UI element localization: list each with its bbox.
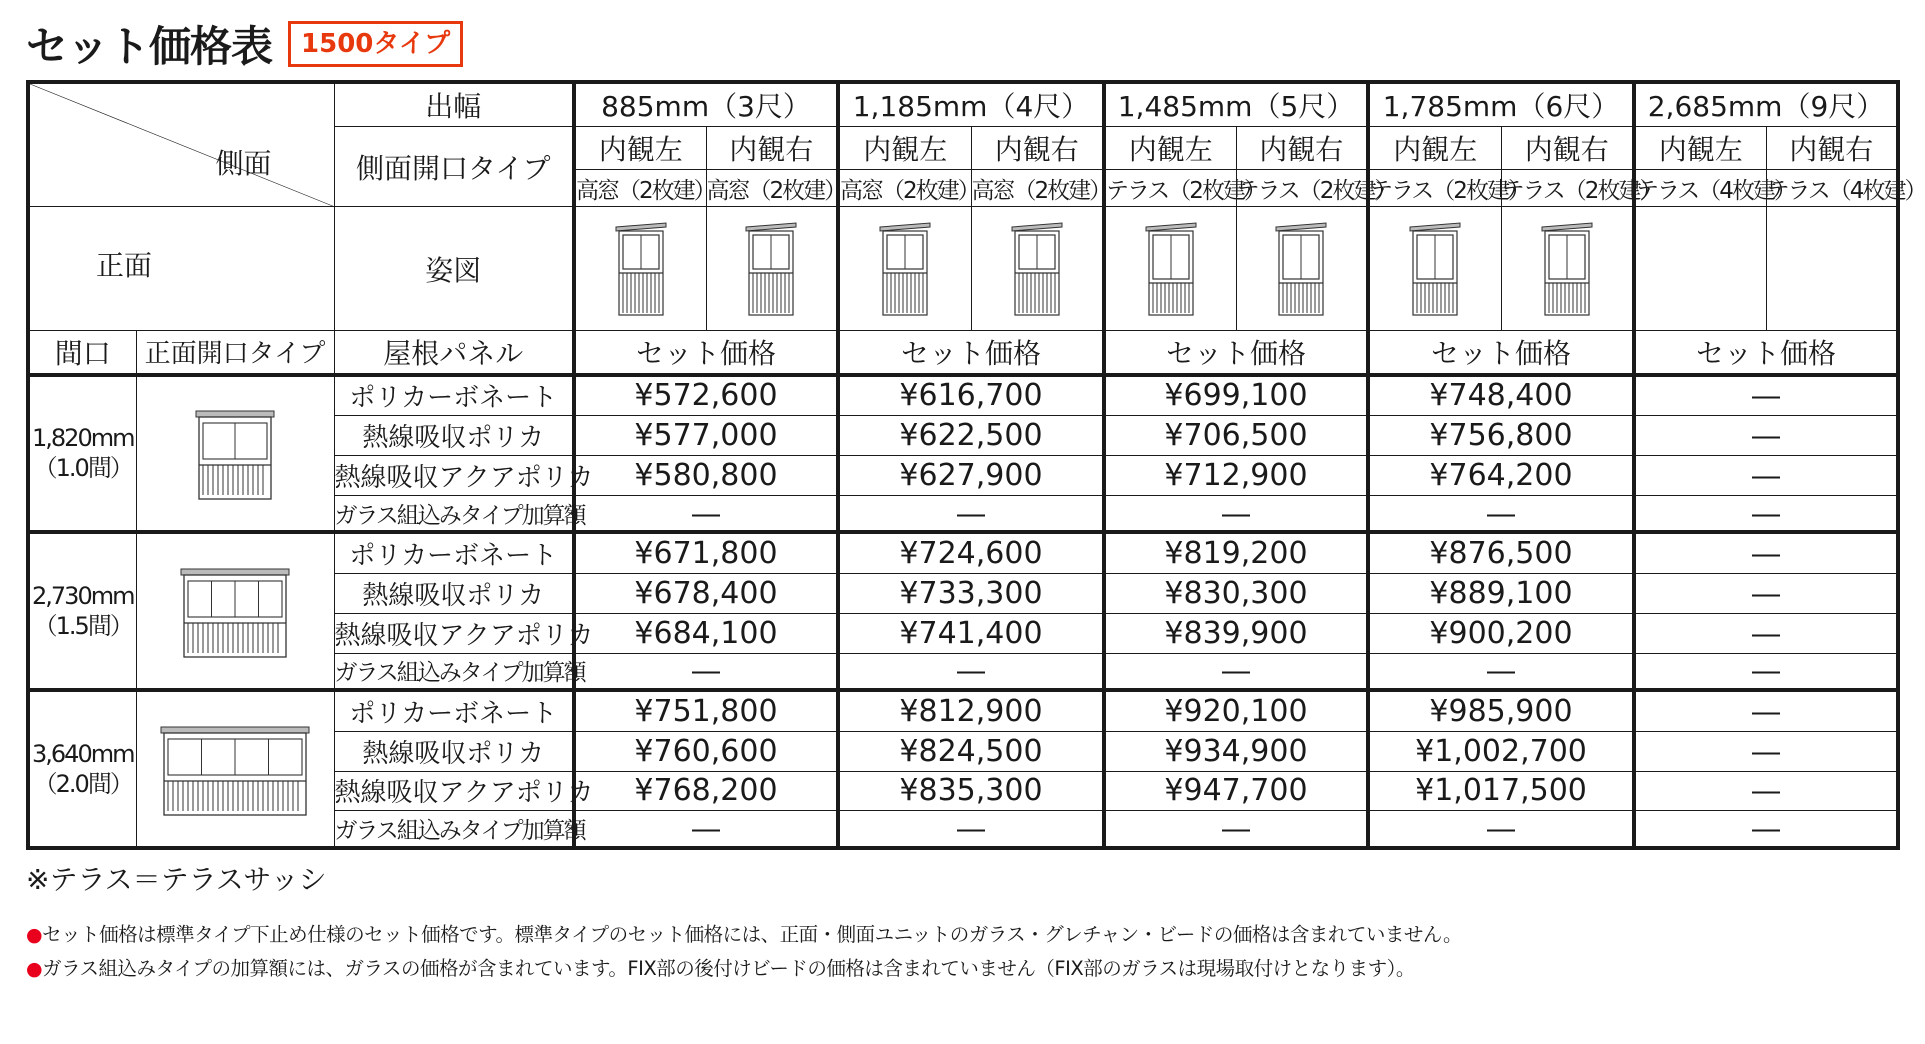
price-cell: ¥764,200 xyxy=(1368,456,1634,496)
price-cell: ― xyxy=(1634,811,1898,848)
front-unit-figure-icon xyxy=(195,405,275,501)
side-type-right-cell: 高窓（2枚建） xyxy=(971,169,1104,207)
price-cell: ― xyxy=(838,495,1104,532)
price-table xyxy=(26,80,1925,850)
corner-diagonal xyxy=(30,84,334,206)
price-cell: ― xyxy=(1634,653,1898,690)
price-cell: ¥1,017,500 xyxy=(1368,771,1634,811)
roof-panel-cell: ポリカーボネート xyxy=(334,375,574,416)
page-title: セット価格表 xyxy=(26,22,273,71)
price-cell: ¥889,100 xyxy=(1368,574,1634,614)
side-type-right-cell: テラス（2枚建） xyxy=(1236,169,1368,207)
price-cell: ¥985,900 xyxy=(1368,690,1634,731)
price-cell: ― xyxy=(1634,375,1898,416)
frontage-header: 間口 xyxy=(28,330,136,374)
price-cell: ¥706,500 xyxy=(1104,416,1368,456)
roof-panel-cell: ガラス組込みタイプ加算額 xyxy=(334,811,574,848)
front-figure-cell xyxy=(136,690,334,848)
side-type-left-cell: 高窓（2枚建） xyxy=(838,169,971,207)
depth-cell: 2,685mm（9尺） xyxy=(1634,82,1898,126)
price-cell: ― xyxy=(1634,613,1898,653)
figure-left-cell xyxy=(1634,207,1766,330)
price-cell: ¥616,700 xyxy=(838,375,1104,416)
price-cell: ― xyxy=(1634,731,1898,771)
side-unit-figure-icon xyxy=(1009,221,1065,317)
roof-panel-cell: ポリカーボネート xyxy=(334,690,574,731)
figure-left-cell xyxy=(838,207,971,330)
price-cell: ¥627,900 xyxy=(838,456,1104,496)
price-cell: ¥760,600 xyxy=(574,731,838,771)
price-cell: ¥839,900 xyxy=(1104,613,1368,653)
note-2-text: ガラス組込みタイプの加算額には、ガラスの価格が含まれています。FIX部の後付けビードの価格は含まれていません（FIX部のガラスは現場取付けとなります）。 xyxy=(42,957,1415,980)
roof-panel-header: 屋根パネル xyxy=(334,330,574,374)
view-right-cell: 内観右 xyxy=(706,126,838,169)
set-price-header: セット価格 xyxy=(1104,330,1368,374)
price-cell: ¥572,600 xyxy=(574,375,838,416)
note-2 xyxy=(26,952,1886,986)
price-cell: ¥622,500 xyxy=(838,416,1104,456)
price-cell: ― xyxy=(1634,456,1898,496)
side-label: 側面 xyxy=(215,147,272,180)
bullet: ● xyxy=(26,958,43,980)
figure-right-cell xyxy=(706,207,838,330)
view-left-cell: 内観左 xyxy=(838,126,971,169)
roof-panel-cell: ポリカーボネート xyxy=(334,532,574,573)
figure-header: 姿図 xyxy=(334,207,574,330)
roof-panel-cell: 熱線吸収ポリカ xyxy=(334,416,574,456)
price-cell: ¥733,300 xyxy=(838,574,1104,614)
price-cell: ¥724,600 xyxy=(838,532,1104,573)
price-cell: ― xyxy=(1634,532,1898,573)
view-right-cell: 内観右 xyxy=(1236,126,1368,169)
roof-panel-cell: ガラス組込みタイプ加算額 xyxy=(334,495,574,532)
price-cell: ― xyxy=(1104,653,1368,690)
front-unit-figure-icon xyxy=(160,721,310,817)
side-unit-figure-icon xyxy=(1143,221,1199,317)
figure-right-cell xyxy=(1501,207,1634,330)
figure-left-cell xyxy=(1104,207,1236,330)
side-unit-figure-icon xyxy=(1539,221,1595,317)
price-cell: ¥830,300 xyxy=(1104,574,1368,614)
side-unit-figure-icon xyxy=(1407,221,1463,317)
view-left-cell: 内観左 xyxy=(1368,126,1501,169)
price-cell: ¥947,700 xyxy=(1104,771,1368,811)
side-open-type-header: 側面開口タイプ xyxy=(334,126,574,206)
frontage-ken: （2.0間） xyxy=(33,770,132,799)
depth-cell: 1,485mm（5尺） xyxy=(1104,82,1368,126)
depth-cell: 885mm（3尺） xyxy=(574,82,838,126)
price-cell: ¥699,100 xyxy=(1104,375,1368,416)
roof-panel-cell: 熱線吸収ポリカ xyxy=(334,731,574,771)
frontage-cell xyxy=(28,375,136,533)
view-left-cell: 内観左 xyxy=(1634,126,1766,169)
price-cell: ¥684,100 xyxy=(574,613,838,653)
price-cell: ¥580,800 xyxy=(574,456,838,496)
set-price-header: セット価格 xyxy=(1634,330,1898,374)
frontage-ken: （1.5間） xyxy=(33,612,132,641)
side-type-left-cell: テラス（2枚建） xyxy=(1368,169,1501,207)
table-row xyxy=(28,375,1898,416)
price-cell: ¥712,900 xyxy=(1104,456,1368,496)
front-label: 正面 xyxy=(96,249,153,282)
price-cell: ¥920,100 xyxy=(1104,690,1368,731)
view-right-cell: 内観右 xyxy=(1501,126,1634,169)
figure-right-cell xyxy=(1236,207,1368,330)
price-cell: ¥741,400 xyxy=(838,613,1104,653)
side-type-left-cell: 高窓（2枚建） xyxy=(574,169,706,207)
price-cell: ― xyxy=(574,495,838,532)
price-cell: ¥748,400 xyxy=(1368,375,1634,416)
price-cell: ¥812,900 xyxy=(838,690,1104,731)
side-type-right-cell: テラス（4枚建） xyxy=(1766,169,1898,207)
front-open-type-header: 正面開口タイプ xyxy=(136,330,334,374)
price-cell: ¥934,900 xyxy=(1104,731,1368,771)
depth-header: 出幅 xyxy=(334,82,574,126)
notes xyxy=(26,858,1886,986)
note-1-text: セット価格は標準タイプ下止め仕様のセット価格です。標準タイプのセット価格には、正面・側面ユニットのガラス・グレチャン・ビードの価格は含まれていません。 xyxy=(42,923,1463,946)
frontage-mm: 2,730mm xyxy=(32,582,134,611)
price-cell: ― xyxy=(1634,690,1898,731)
price-cell: ― xyxy=(1368,653,1634,690)
price-cell: ― xyxy=(1634,771,1898,811)
price-cell: ¥824,500 xyxy=(838,731,1104,771)
set-price-header: セット価格 xyxy=(838,330,1104,374)
side-type-left-cell: テラス（4枚建） xyxy=(1634,169,1766,207)
note-terrace: ※テラス＝テラスサッシ xyxy=(26,863,327,896)
frontage-mm: 3,640mm xyxy=(32,740,134,769)
price-cell: ¥671,800 xyxy=(574,532,838,573)
front-figure-cell xyxy=(136,532,334,690)
roof-panel-cell: 熱線吸収アクアポリカ xyxy=(334,456,574,496)
front-unit-figure-icon xyxy=(180,563,290,659)
set-price-header: セット価格 xyxy=(1368,330,1634,374)
roof-panel-cell: ガラス組込みタイプ加算額 xyxy=(334,653,574,690)
table-row xyxy=(28,532,1898,573)
price-cell: ¥819,200 xyxy=(1104,532,1368,573)
table-row xyxy=(28,690,1898,731)
frontage-ken: （1.0間） xyxy=(33,454,132,483)
side-unit-figure-icon xyxy=(1273,221,1329,317)
price-cell: ¥768,200 xyxy=(574,771,838,811)
price-cell: ¥577,000 xyxy=(574,416,838,456)
note-1 xyxy=(26,918,1886,952)
side-type-right-cell: 高窓（2枚建） xyxy=(706,169,838,207)
price-cell: ― xyxy=(1634,416,1898,456)
roof-panel-cell: 熱線吸収アクアポリカ xyxy=(334,771,574,811)
title-row xyxy=(26,18,463,70)
roof-panel-cell: 熱線吸収ポリカ xyxy=(334,574,574,614)
frontage-mm: 1,820mm xyxy=(32,424,134,453)
frontage-cell xyxy=(28,690,136,848)
price-cell: ¥751,800 xyxy=(574,690,838,731)
set-price-header: セット価格 xyxy=(574,330,838,374)
price-cell: ― xyxy=(1104,495,1368,532)
price-cell: ¥835,300 xyxy=(838,771,1104,811)
view-left-cell: 内観左 xyxy=(1104,126,1236,169)
bullet: ● xyxy=(26,924,43,946)
price-cell: ― xyxy=(574,653,838,690)
corner-fill xyxy=(28,207,334,330)
price-cell: ― xyxy=(1368,495,1634,532)
price-cell: ― xyxy=(1368,811,1634,848)
type-badge: 1500タイプ xyxy=(288,21,463,67)
frontage-cell xyxy=(28,532,136,690)
price-cell: ― xyxy=(838,653,1104,690)
figure-left-cell xyxy=(574,207,706,330)
depth-cell: 1,185mm（4尺） xyxy=(838,82,1104,126)
figure-right-cell xyxy=(971,207,1104,330)
depth-cell: 1,785mm（6尺） xyxy=(1368,82,1634,126)
price-cell: ¥678,400 xyxy=(574,574,838,614)
figure-left-cell xyxy=(1368,207,1501,330)
price-cell: ¥1,002,700 xyxy=(1368,731,1634,771)
view-right-cell: 内観右 xyxy=(1766,126,1898,169)
price-cell: ― xyxy=(838,811,1104,848)
side-type-right-cell: テラス（2枚建） xyxy=(1501,169,1634,207)
corner-header xyxy=(28,82,334,282)
price-cell: ― xyxy=(1634,495,1898,532)
price-cell: ― xyxy=(1634,574,1898,614)
figure-right-cell xyxy=(1766,207,1898,330)
side-unit-figure-icon xyxy=(613,221,669,317)
side-type-left-cell: テラス（2枚建） xyxy=(1104,169,1236,207)
side-unit-figure-icon xyxy=(877,221,933,317)
front-figure-cell xyxy=(136,375,334,533)
price-cell: ¥756,800 xyxy=(1368,416,1634,456)
side-unit-figure-icon xyxy=(743,221,799,317)
price-cell: ¥900,200 xyxy=(1368,613,1634,653)
roof-panel-cell: 熱線吸収アクアポリカ xyxy=(334,613,574,653)
price-cell: ― xyxy=(574,811,838,848)
price-cell: ― xyxy=(1104,811,1368,848)
view-left-cell: 内観左 xyxy=(574,126,706,169)
price-cell: ¥876,500 xyxy=(1368,532,1634,573)
view-right-cell: 内観右 xyxy=(971,126,1104,169)
